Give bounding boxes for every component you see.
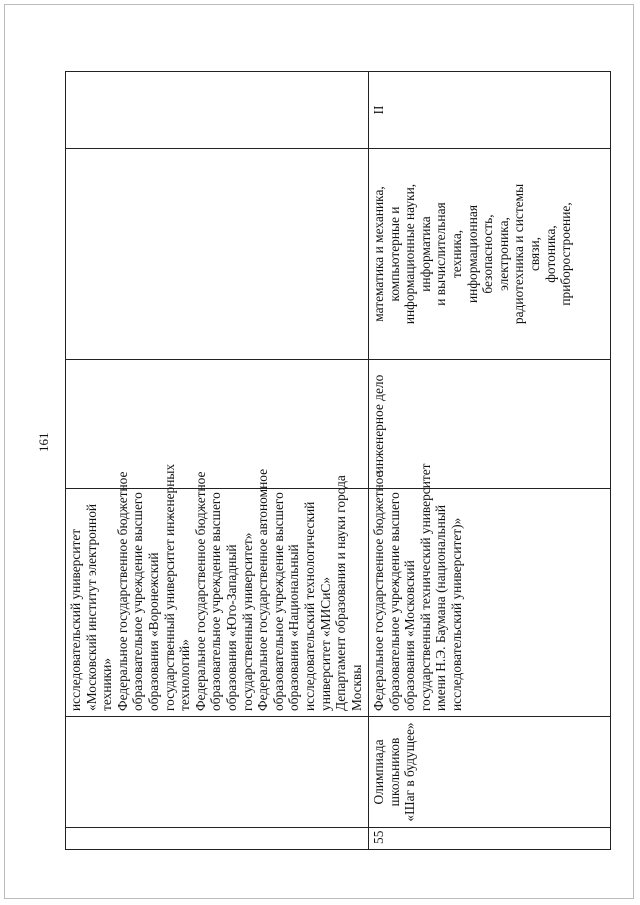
text-line: исследовательский университет (68, 528, 83, 711)
text-line: приборостроение, (558, 202, 574, 306)
text-line: образовательное учреждение высшего (386, 492, 402, 711)
text-line: электроника, (495, 217, 511, 291)
text-line: имени Н.Э. Баумана (национальный (433, 504, 449, 711)
text-line: радиотехника и системы (511, 183, 527, 325)
text-line: математика и механика, (371, 186, 386, 322)
text-line: Федеральное государственное автономное (255, 468, 271, 711)
text-line: государственный технический университет (417, 463, 433, 711)
text-line: школьников (386, 737, 402, 807)
table-row-continued (66, 72, 369, 850)
page-number: 161 (36, 432, 51, 452)
cell-organizers (369, 463, 611, 717)
text-line: технологий» (177, 639, 193, 711)
text-line: и вычислительная (433, 202, 449, 306)
text-line: образовательное учреждение высшего (208, 492, 224, 711)
text-line: информационная (464, 205, 480, 303)
text-line: «Шаг в будущее» (402, 722, 418, 822)
text-line: Департамент образования и науки города (333, 475, 349, 711)
cell-subjects-empty (66, 149, 369, 360)
cell-number: 55 (369, 828, 611, 850)
text-line: образования «Московский (402, 560, 418, 711)
text-line: образования «Воронежский (145, 552, 161, 711)
text-line: образования «Национальный (286, 544, 302, 711)
cell-profile-empty (66, 360, 369, 489)
text-line: исследовательский технологический (301, 501, 317, 711)
text-line: Федеральное государственное бюджетное (192, 471, 208, 711)
text-line: образовательное учреждение высшего (270, 492, 286, 711)
text-line: исследовательский университет)» (448, 517, 464, 711)
text-line: Москвы (348, 664, 364, 711)
cell-number-empty (66, 828, 369, 850)
table-row-55 (369, 72, 611, 850)
text-line: фотоника, (542, 225, 558, 283)
text-line: образования «Юго-Западный (223, 544, 239, 711)
text-line: связи, (526, 236, 542, 272)
text-line: государственный университет» (239, 532, 255, 711)
organizer-lines (68, 463, 364, 711)
subject-lines (371, 154, 574, 354)
organizer-lines-55 (371, 463, 465, 711)
text-line: образовательное учреждение высшего (130, 492, 146, 711)
text-line: Олимпиада (371, 739, 386, 805)
text-line: информатика (417, 216, 433, 292)
cell-olympiad-empty (66, 717, 369, 828)
olympiad-table (65, 71, 611, 850)
cell-level-empty (66, 72, 369, 149)
text-line: техники» (99, 657, 115, 711)
text-line: Федеральное государственное бюджетное (114, 471, 130, 711)
cell-organizers-continued (66, 463, 369, 717)
text-line: государственный университет инженерных (161, 463, 177, 711)
cell-olympiad-name (369, 717, 611, 828)
text-line: безопасность, (480, 214, 496, 294)
cell-level: II (369, 72, 611, 149)
cell-subjects (369, 149, 611, 360)
text-line: информационные науки, (402, 183, 418, 325)
text-line: техника, (448, 229, 464, 279)
cell-profile: инженерное дело (369, 360, 611, 489)
text-line: Федеральное государственное бюджетное (371, 471, 386, 711)
rotated-table-container (65, 72, 610, 850)
text-line: компьютерные и (386, 206, 402, 302)
text-line: «Московский институт электронной (83, 503, 99, 711)
olympiad-name-lines (371, 722, 418, 822)
text-line: университет «МИСиС» (317, 576, 333, 711)
